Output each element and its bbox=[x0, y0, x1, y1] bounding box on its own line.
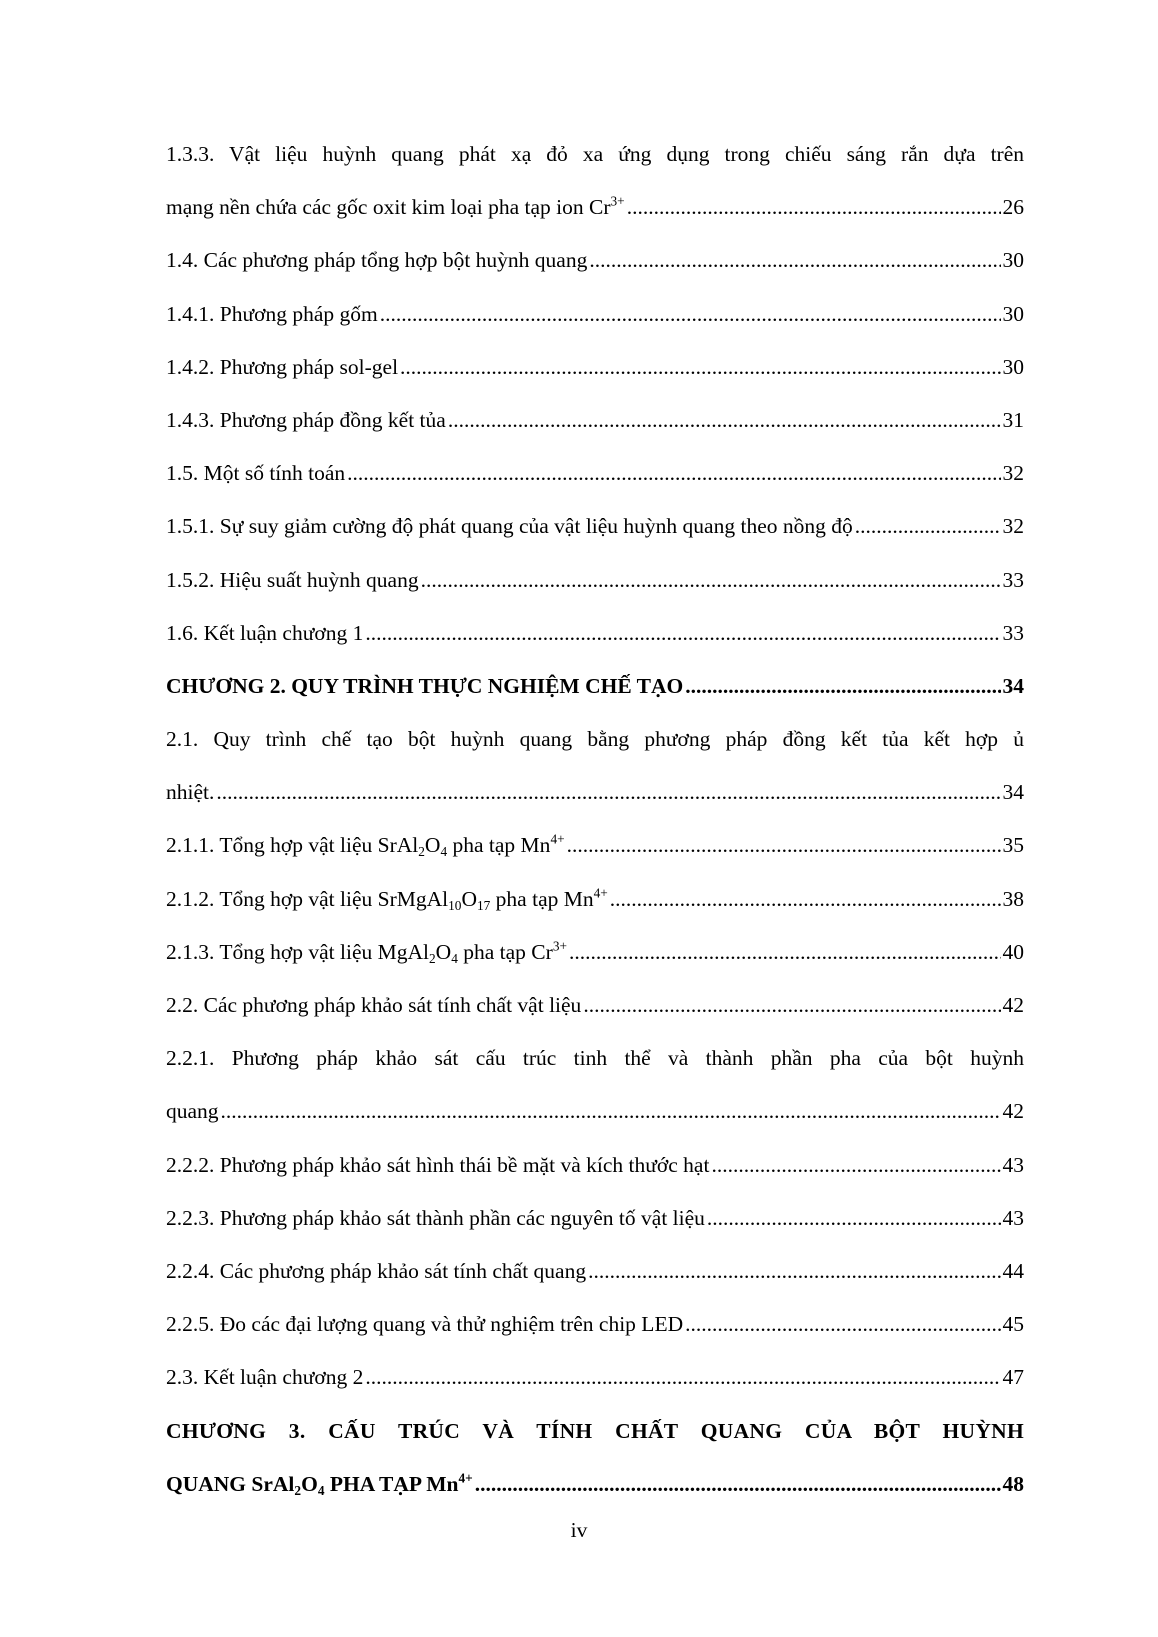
toc-entry-1-4[interactable] bbox=[166, 234, 1024, 287]
dot-leader bbox=[475, 1458, 1001, 1511]
toc-entry-2-2-3[interactable] bbox=[166, 1192, 1024, 1245]
toc-entry-1-5[interactable] bbox=[166, 447, 1024, 500]
page-number: 44 bbox=[1002, 1258, 1024, 1283]
toc-entry-text: 1.4.2. Phương pháp sol-gel bbox=[166, 354, 399, 379]
page-number: 40 bbox=[1002, 939, 1024, 964]
page-number: 32 bbox=[1002, 514, 1024, 539]
toc-entry-text: 1.4.1. Phương pháp gốm bbox=[166, 301, 378, 326]
toc-entry-1-5-2[interactable] bbox=[166, 554, 1024, 607]
dot-leader bbox=[583, 979, 1000, 1032]
page-number: 32 bbox=[1002, 461, 1024, 486]
toc-entry-text: 1.5.2. Hiệu suất huỳnh quang bbox=[166, 567, 419, 592]
toc-entry-chapter-2[interactable] bbox=[166, 660, 1024, 713]
toc-entry-2-2-2[interactable] bbox=[166, 1139, 1024, 1192]
toc-entry-2-2-5[interactable] bbox=[166, 1298, 1024, 1351]
toc-entry-text: CHƯƠNG 2. QUY TRÌNH THỰC NGHIỆM CHẾ TẠO bbox=[166, 673, 684, 698]
toc-entry-text: QUANG $SrAl_2O_4$ PHA TẠP $Mn^{4+}$ bbox=[166, 1470, 473, 1498]
page-number: 33 bbox=[1002, 567, 1024, 592]
dot-leader bbox=[855, 500, 1001, 553]
dot-leader bbox=[685, 660, 1000, 713]
page-number: 34 bbox=[1002, 673, 1024, 698]
page-number: 42 bbox=[1002, 1099, 1024, 1124]
toc-entry-2-2[interactable] bbox=[166, 979, 1024, 1032]
toc-entry-1-4-1[interactable] bbox=[166, 288, 1024, 341]
toc-entry-text: 2.2. Các phương pháp khảo sát tính chất vật liệu bbox=[166, 993, 582, 1017]
dot-leader bbox=[380, 288, 1001, 341]
toc-entry-2-1-3[interactable] bbox=[166, 926, 1024, 979]
toc-entry-text: 2.1. Quy trình chế tạo bột huỳnh quang bằng phương pháp đồng kết tủa kết hợp ủ bbox=[166, 727, 1024, 752]
toc-entry-text: 2.2.2. Phương pháp khảo sát hình thái bề mặt và kích thước hạt bbox=[166, 1152, 710, 1177]
table-of-contents bbox=[166, 128, 1024, 1511]
toc-entry-text: 2.3. Kết luận chương 2 bbox=[166, 1365, 364, 1390]
toc-entry-text: 1.6. Kết luận chương 1 bbox=[166, 620, 364, 645]
dot-leader bbox=[685, 1298, 1000, 1351]
toc-entry-text: 1.3.3. Vật liệu huỳnh quang phát xạ đỏ xa ứng dụng trong chiếu sáng rắn dựa trên bbox=[166, 142, 1024, 166]
page-number: 43 bbox=[1002, 1152, 1024, 1177]
toc-entry-2-2-1[interactable] bbox=[166, 1032, 1024, 1138]
dot-leader bbox=[421, 554, 1001, 607]
toc-entry-text: nhiệt. bbox=[166, 780, 215, 805]
toc-entry-chapter-3[interactable] bbox=[166, 1405, 1024, 1511]
dot-leader bbox=[400, 341, 1000, 394]
dot-leader bbox=[365, 1351, 1000, 1404]
toc-entry-text: 1.4. Các phương pháp tổng hợp bột huỳnh quang bbox=[166, 248, 588, 273]
toc-entry-2-2-4[interactable] bbox=[166, 1245, 1024, 1298]
toc-entry-text: quang bbox=[166, 1099, 219, 1124]
dot-leader bbox=[588, 1245, 1000, 1298]
toc-entry-text: 2.2.1. Phương pháp khảo sát cấu trúc tinh thể và thành phần pha của bột huỳnh bbox=[166, 1046, 1024, 1071]
toc-entry-text: 2.1.2. Tổng hợp vật liệu $SrMgAl_{10}O_{17}$ pha tạp $Mn^{4+}$ bbox=[166, 884, 608, 913]
dot-leader bbox=[569, 926, 1001, 979]
toc-entry-text: 1.5.1. Sự suy giảm cường độ phát quang của vật liệu huỳnh quang theo nồng độ bbox=[166, 514, 853, 539]
toc-entry-2-1-1[interactable] bbox=[166, 819, 1024, 872]
page-number: 42 bbox=[1002, 993, 1024, 1017]
page-number: 35 bbox=[1002, 833, 1024, 858]
page-number: 34 bbox=[1002, 780, 1024, 805]
toc-entry-text: CHƯƠNG 3. CẤU TRÚC VÀ TÍNH CHẤT QUANG CỦA BỘT HUỲNH bbox=[166, 1418, 1024, 1443]
toc-entry-2-1[interactable] bbox=[166, 713, 1024, 819]
page-number: 38 bbox=[1002, 886, 1024, 911]
page-footer-number: iv bbox=[570, 1518, 588, 1542]
dot-leader bbox=[627, 181, 1001, 234]
dot-leader bbox=[216, 766, 1000, 819]
toc-entry-text: 2.2.3. Phương pháp khảo sát thành phần các nguyên tố vật liệu bbox=[166, 1205, 705, 1230]
dot-leader bbox=[347, 447, 1000, 500]
page-number: 45 bbox=[1002, 1312, 1024, 1337]
toc-entry-2-1-2[interactable] bbox=[166, 873, 1024, 926]
dot-leader bbox=[365, 607, 1000, 660]
toc-entry-text: mạng nền chứa các gốc oxit kim loại pha tạp ion $Cr^{3+}$ bbox=[166, 193, 625, 220]
page-number: 30 bbox=[1002, 301, 1024, 326]
page-number: 31 bbox=[1002, 407, 1024, 432]
toc-entry-text: 2.2.4. Các phương pháp khảo sát tính chất quang bbox=[166, 1258, 587, 1283]
toc-entry-text: 2.1.3. Tổng hợp vật liệu $MgAl_2O_4$ pha tạp $Cr^{3+}$ bbox=[166, 938, 567, 966]
dot-leader bbox=[707, 1192, 1001, 1245]
dot-leader bbox=[711, 1139, 1000, 1192]
toc-entry-1-4-2[interactable] bbox=[166, 341, 1024, 394]
page-number: 33 bbox=[1002, 620, 1024, 645]
toc-entry-2-3[interactable] bbox=[166, 1351, 1024, 1404]
toc-entry-1-5-1[interactable] bbox=[166, 500, 1024, 553]
dot-leader bbox=[567, 819, 1001, 872]
page-number: 43 bbox=[1002, 1205, 1024, 1230]
toc-entry-text: 1.5. Một số tính toán bbox=[166, 461, 346, 486]
dot-leader bbox=[448, 394, 1001, 447]
page-number: 48 bbox=[1002, 1471, 1024, 1496]
page-number: 26 bbox=[1002, 195, 1024, 220]
page-number: 30 bbox=[1002, 248, 1024, 273]
toc-entry-1-6[interactable] bbox=[166, 607, 1024, 660]
page-number: 47 bbox=[1002, 1365, 1024, 1390]
toc-entry-text: 2.1.1. Tổng hợp vật liệu $SrAl_2O_4$ pha tạp $Mn^{4+}$ bbox=[166, 831, 565, 860]
toc-entry-1-4-3[interactable] bbox=[166, 394, 1024, 447]
dot-leader bbox=[221, 1085, 1001, 1138]
dot-leader bbox=[610, 873, 1001, 926]
page-number: 30 bbox=[1002, 354, 1024, 379]
toc-entry-1-3-3[interactable] bbox=[166, 128, 1024, 234]
dot-leader bbox=[589, 234, 1000, 287]
toc-entry-text: 1.4.3. Phương pháp đồng kết tủa bbox=[166, 407, 446, 432]
toc-entry-text: 2.2.5. Đo các đại lượng quang và thử nghiệm trên chip LED bbox=[166, 1312, 684, 1337]
